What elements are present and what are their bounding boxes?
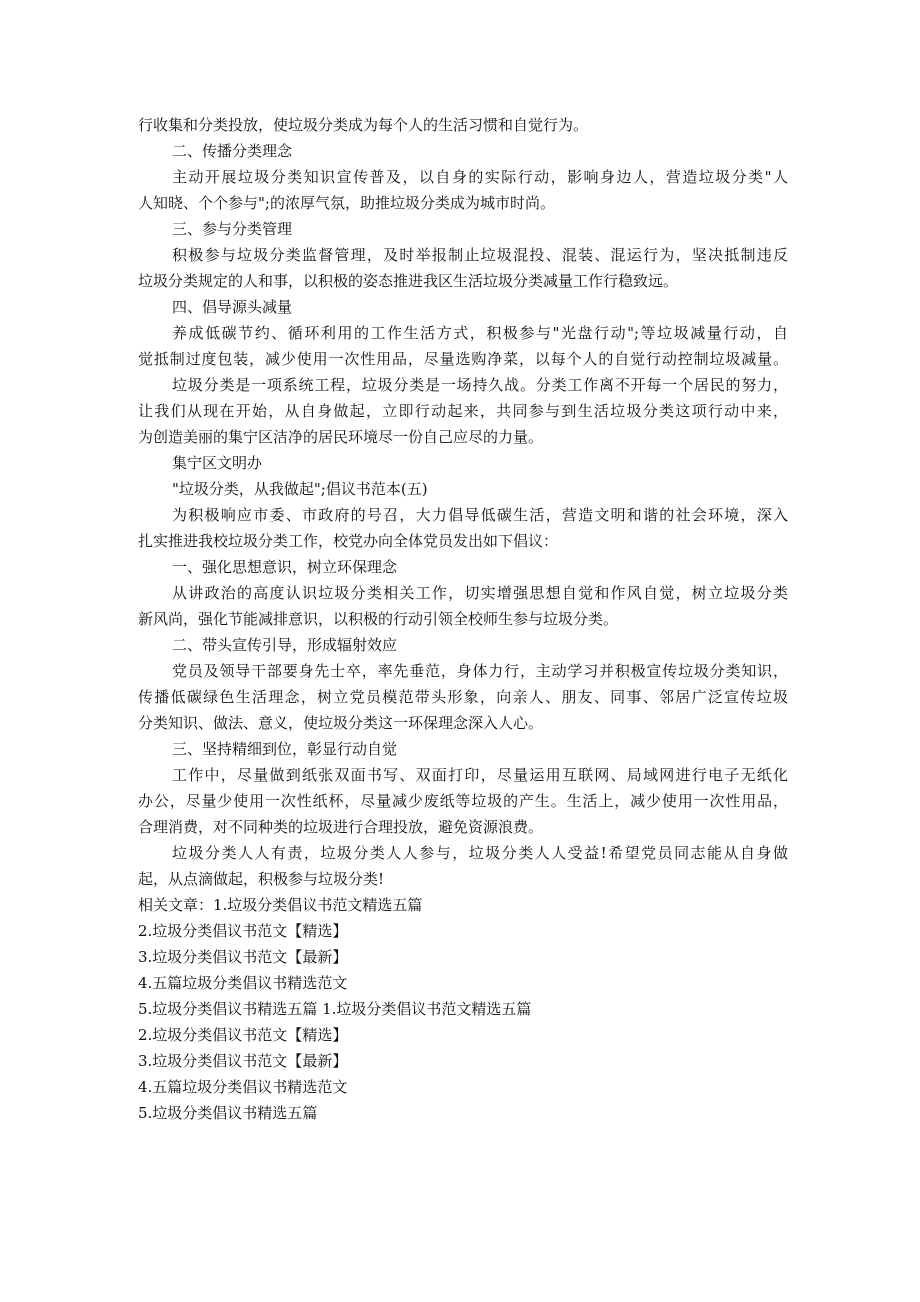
- related-article-link[interactable]: 3.垃圾分类倡议书范文【最新】: [138, 948, 348, 966]
- body-text-line: 人知晓、个个参与";的浓厚气氛，助推垃圾分类成为城市时尚。: [138, 194, 555, 212]
- body-text-line: 觉抵制过度包装，减少使用一次性用品，尽量选购净菜，以每个人的自觉行动控制垃圾减量。: [138, 350, 788, 368]
- related-article-link[interactable]: 2.垃圾分类倡议书范文【精选】: [138, 1026, 348, 1044]
- body-text-line: 垃圾分类是一项系统工程，垃圾分类是一场持久战。分类工作离不开每一个居民的努力，: [172, 376, 788, 394]
- related-article-link[interactable]: 4.五篇垃圾分类倡议书精选范文: [138, 974, 348, 992]
- body-text-line: 办公，尽量少使用一次性纸杯，尽量减少废纸等垃圾的产生。生活上，减少使用一次性用品，: [138, 792, 788, 810]
- section-heading: 三、坚持精细到位，彰显行动自觉: [172, 740, 398, 758]
- body-text-line: 党员及领导干部要身先士卒，率先垂范，身体力行，主动学习并积极宣传垃圾分类知识，: [172, 662, 788, 680]
- body-text-line: 传播低碳绿色生活理念，树立党员模范带头形象，向亲人、朋友、同事、邻居广泛宣传垃圾: [138, 688, 788, 706]
- body-text-line: 让我们从现在开始，从自身做起，立即行动起来，共同参与到生活垃圾分类这项行动中来，: [138, 402, 788, 420]
- body-text-line: 为积极响应市委、市政府的号召，大力倡导低碳生活，营造文明和谐的社会环境，深入: [172, 506, 788, 524]
- body-text-line: 分类知识、做法、意义，使垃圾分类这一环保理念深入人心。: [138, 714, 544, 732]
- related-article-link[interactable]: 5.垃圾分类倡议书精选五篇 1.垃圾分类倡议书范文精选五篇: [138, 1000, 532, 1018]
- related-article-link[interactable]: 3.垃圾分类倡议书范文【最新】: [138, 1052, 348, 1070]
- related-articles-line[interactable]: 相关文章：1.垃圾分类倡议书范文精选五篇: [138, 896, 423, 914]
- body-text-line: 合理消费，对不同种类的垃圾进行合理投放，避免资源浪费。: [138, 818, 544, 836]
- body-text-line: 垃圾分类人人有责，垃圾分类人人参与，垃圾分类人人受益!希望党员同志能从自身做: [172, 844, 788, 862]
- body-text-line: 从讲政治的高度认识垃圾分类相关工作，切实增强思想自觉和作风自觉，树立垃圾分类: [172, 584, 788, 602]
- body-text-line: 养成低碳节约、循环利用的工作生活方式，积极参与"光盘行动";等垃圾减量行动，自: [172, 324, 788, 342]
- body-text-line: 起，从点滴做起，积极参与垃圾分类!: [138, 870, 385, 888]
- section-heading: 二、传播分类理念: [172, 142, 293, 160]
- section-heading: 二、带头宣传引导，形成辐射效应: [172, 636, 398, 654]
- related-article-link[interactable]: 4.五篇垃圾分类倡议书精选范文: [138, 1078, 348, 1096]
- section-heading: 四、倡导源头减量: [172, 298, 293, 316]
- body-text-line: 扎实推进我校垃圾分类工作，校党办向全体党员发出如下倡议：: [138, 532, 559, 550]
- body-text-line: 行收集和分类投放，使垃圾分类成为每个人的生活习惯和自觉行为。: [138, 116, 589, 134]
- body-text-line: 积极参与垃圾分类监督管理，及时举报制止垃圾混投、混装、混运行为，坚决抵制违反: [172, 246, 788, 264]
- related-article-link[interactable]: 5.垃圾分类倡议书精选五篇: [138, 1104, 318, 1122]
- body-text-line: 新风尚，强化节能减排意识，以积极的行动引领全校师生参与垃圾分类。: [138, 610, 619, 628]
- related-article-link[interactable]: 2.垃圾分类倡议书范文【精选】: [138, 922, 348, 940]
- section-heading: 三、参与分类管理: [172, 220, 293, 238]
- signature-line: 集宁区文明办: [172, 454, 263, 472]
- document-title: "垃圾分类，从我做起";倡议书范本(五): [172, 480, 428, 498]
- body-text-line: 垃圾分类规定的人和事，以积极的姿态推进我区生活垃圾分类减量工作行稳致远。: [138, 272, 679, 290]
- body-text-line: 工作中，尽量做到纸张双面书写、双面打印，尽量运用互联网、局域网进行电子无纸化: [172, 766, 788, 784]
- body-text-line: 为创造美丽的集宁区洁净的居民环境尽一份自己应尽的力量。: [138, 428, 544, 446]
- body-text-line: 主动开展垃圾分类知识宣传普及，以自身的实际行动，影响身边人，营造垃圾分类"人: [172, 168, 788, 186]
- section-heading: 一、强化思想意识，树立环保理念: [172, 558, 398, 576]
